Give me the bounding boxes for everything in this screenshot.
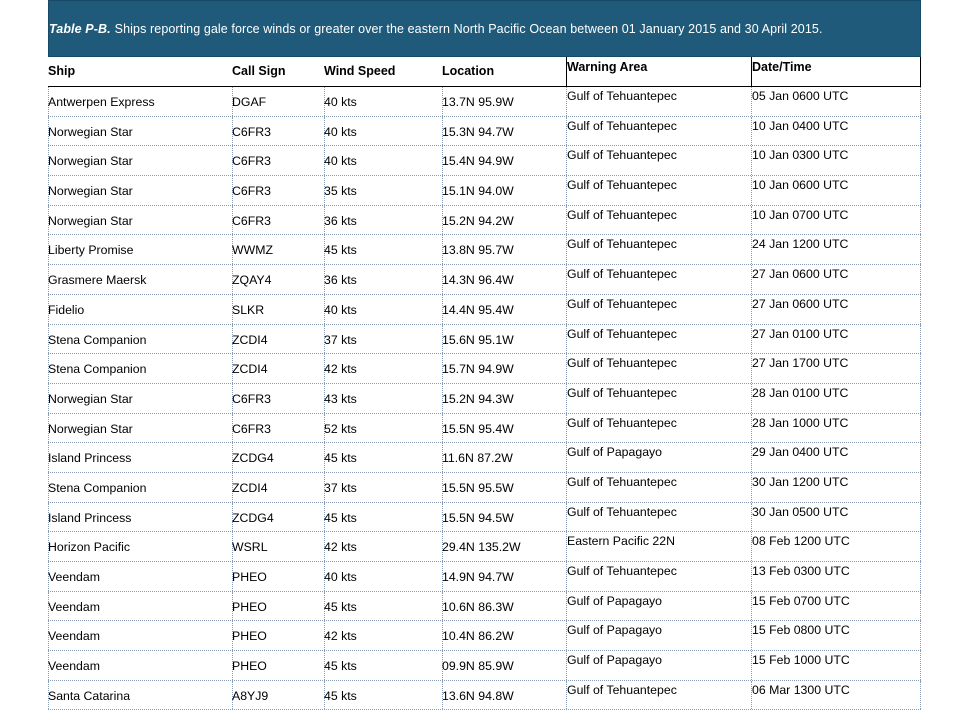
cell-location: 09.9N 85.9W — [442, 659, 514, 674]
cell-wind-speed: 37 kts — [324, 332, 357, 347]
cell-ship: Veendam — [48, 659, 100, 674]
cell-call-sign: ZCDI4 — [232, 362, 268, 377]
cell-wind-speed: 42 kts — [324, 362, 357, 377]
header-wind-speed: Wind Speed — [324, 64, 396, 78]
cell-location: 10.4N 86.2W — [442, 629, 514, 644]
column-divider — [920, 87, 921, 116]
cell-datetime: 15 Feb 0800 UTC — [752, 623, 850, 638]
cell-ship: Stena Companion — [48, 332, 147, 347]
cell-ship: Veendam — [48, 599, 100, 614]
column-divider — [920, 354, 921, 383]
column-divider — [920, 176, 921, 205]
cell-location: 15.3N 94.7W — [442, 124, 514, 139]
cell-warning-area: Gulf of Tehuantepec — [567, 148, 677, 163]
table-row — [48, 206, 921, 236]
cell-warning-area: Eastern Pacific 22N — [567, 534, 675, 549]
table-row — [48, 473, 921, 503]
cell-wind-speed: 36 kts — [324, 213, 357, 228]
cell-ship: Norwegian Star — [48, 154, 133, 169]
table-label: Table P-B. — [49, 22, 111, 36]
cell-warning-area: Gulf of Tehuantepec — [567, 89, 677, 103]
column-divider — [920, 651, 921, 680]
cell-location: 13.7N 95.9W — [442, 95, 514, 109]
column-divider — [920, 592, 921, 621]
cell-warning-area: Gulf of Tehuantepec — [567, 118, 677, 133]
cell-datetime: 27 Jan 0600 UTC — [752, 296, 849, 311]
cell-warning-area: Gulf of Tehuantepec — [567, 415, 677, 430]
cell-call-sign: ZCDG4 — [232, 451, 274, 466]
cell-call-sign: A8YJ9 — [232, 688, 269, 703]
cell-wind-speed: 35 kts — [324, 184, 357, 199]
cell-call-sign: C6FR3 — [232, 213, 271, 228]
cell-datetime: 10 Jan 0700 UTC — [752, 207, 849, 222]
cell-warning-area: Gulf of Papagayo — [567, 623, 663, 638]
cell-datetime: 30 Jan 0500 UTC — [752, 504, 849, 519]
cell-wind-speed: 45 kts — [324, 243, 357, 258]
cell-warning-area: Gulf of Tehuantepec — [567, 267, 677, 282]
cell-ship: Veendam — [48, 629, 100, 644]
table-row — [48, 384, 921, 414]
cell-call-sign: C6FR3 — [232, 421, 271, 436]
cell-datetime: 27 Jan 0100 UTC — [752, 326, 849, 341]
cell-call-sign: ZCDI4 — [232, 332, 268, 347]
table-row — [48, 325, 921, 355]
cell-wind-speed: 52 kts — [324, 421, 357, 436]
cell-call-sign: PHEO — [232, 570, 267, 584]
table-row — [48, 592, 921, 622]
cell-datetime: 28 Jan 0100 UTC — [752, 385, 849, 400]
cell-wind-speed: 45 kts — [324, 688, 357, 703]
cell-wind-speed: 42 kts — [324, 629, 357, 644]
cell-datetime: 13 Feb 0300 UTC — [752, 564, 850, 578]
cell-call-sign: PHEO — [232, 599, 267, 614]
cell-wind-speed: 45 kts — [324, 451, 357, 466]
cell-call-sign: ZCDG4 — [232, 510, 274, 525]
cell-wind-speed: 40 kts — [324, 570, 357, 584]
cell-warning-area: Gulf of Papagayo — [567, 593, 663, 608]
header-divider — [920, 57, 921, 86]
column-divider — [920, 414, 921, 443]
column-divider — [920, 473, 921, 502]
column-divider — [920, 295, 921, 324]
cell-datetime: 15 Feb 1000 UTC — [752, 653, 850, 668]
header-divider — [751, 57, 752, 86]
table-row — [48, 532, 921, 562]
table-caption-banner — [48, 0, 921, 57]
cell-call-sign: PHEO — [232, 659, 267, 674]
table-caption — [49, 22, 823, 36]
cell-call-sign: WWMZ — [232, 243, 273, 258]
cell-datetime: 29 Jan 0400 UTC — [752, 445, 849, 460]
cell-ship: Norwegian Star — [48, 421, 133, 436]
table-row — [48, 414, 921, 444]
cell-call-sign: ZCDI4 — [232, 480, 268, 495]
cell-location: 15.7N 94.9W — [442, 362, 514, 377]
cell-warning-area: Gulf of Papagayo — [567, 653, 663, 668]
cell-location: 14.4N 95.4W — [442, 302, 514, 317]
cell-ship: Island Princess — [48, 451, 132, 466]
cell-ship: Antwerpen Express — [48, 95, 155, 109]
table-body — [48, 87, 921, 710]
cell-call-sign: C6FR3 — [232, 124, 271, 139]
cell-ship: Stena Companion — [48, 480, 147, 495]
column-divider — [920, 681, 921, 710]
cell-warning-area: Gulf of Tehuantepec — [567, 682, 677, 697]
cell-datetime: 08 Feb 1200 UTC — [752, 534, 850, 549]
column-divider — [920, 503, 921, 532]
cell-ship: Island Princess — [48, 510, 132, 525]
cell-location: 15.5N 95.5W — [442, 480, 514, 495]
column-divider — [920, 443, 921, 472]
table-row — [48, 562, 921, 592]
cell-location: 15.5N 95.4W — [442, 421, 514, 436]
cell-location: 15.2N 94.3W — [442, 391, 514, 406]
cell-warning-area: Gulf of Tehuantepec — [567, 474, 677, 489]
cell-ship: Fidelio — [48, 302, 85, 317]
cell-location: 15.2N 94.2W — [442, 213, 514, 228]
table-header-row — [48, 57, 921, 87]
cell-call-sign: C6FR3 — [232, 391, 271, 406]
cell-location: 15.6N 95.1W — [442, 332, 514, 347]
cell-wind-speed: 40 kts — [324, 154, 357, 169]
table-row — [48, 443, 921, 473]
cell-ship: Stena Companion — [48, 362, 147, 377]
cell-wind-speed: 43 kts — [324, 391, 357, 406]
cell-location: 15.5N 94.5W — [442, 510, 514, 525]
cell-location: 11.6N 87.2W — [442, 451, 513, 466]
cell-location: 10.6N 86.3W — [442, 599, 514, 614]
cell-call-sign: DGAF — [232, 95, 267, 109]
cell-warning-area: Gulf of Tehuantepec — [567, 237, 677, 252]
cell-call-sign: ZQAY4 — [232, 273, 272, 288]
cell-wind-speed: 40 kts — [324, 95, 357, 109]
cell-wind-speed: 40 kts — [324, 124, 357, 139]
cell-wind-speed: 45 kts — [324, 659, 357, 674]
column-divider — [920, 265, 921, 294]
cell-datetime: 10 Jan 0600 UTC — [752, 178, 849, 193]
column-divider — [920, 117, 921, 146]
cell-warning-area: Gulf of Tehuantepec — [567, 178, 677, 193]
cell-warning-area: Gulf of Tehuantepec — [567, 504, 677, 519]
cell-datetime: 24 Jan 1200 UTC — [752, 237, 849, 252]
table-row — [48, 176, 921, 206]
cell-wind-speed: 36 kts — [324, 273, 357, 288]
cell-call-sign: WSRL — [232, 540, 268, 555]
cell-warning-area: Gulf of Tehuantepec — [567, 296, 677, 311]
table-row — [48, 354, 921, 384]
column-divider — [920, 325, 921, 354]
cell-call-sign: PHEO — [232, 629, 267, 644]
table-row — [48, 265, 921, 295]
column-divider — [920, 235, 921, 264]
cell-ship: Liberty Promise — [48, 243, 134, 258]
cell-ship: Grasmere Maersk — [48, 273, 147, 288]
cell-ship: Norwegian Star — [48, 184, 133, 199]
cell-location: 15.1N 94.0W — [442, 184, 514, 199]
cell-ship: Norwegian Star — [48, 124, 133, 139]
cell-datetime: 05 Jan 0600 UTC — [752, 89, 849, 103]
header-call-sign: Call Sign — [232, 64, 286, 78]
cell-datetime: 27 Jan 1700 UTC — [752, 356, 849, 371]
cell-datetime: 06 Mar 1300 UTC — [752, 682, 850, 697]
column-divider — [920, 146, 921, 175]
cell-ship: Santa Catarina — [48, 688, 131, 703]
table-row — [48, 87, 921, 117]
table-row — [48, 117, 921, 147]
header-location: Location — [442, 64, 495, 78]
cell-warning-area: Gulf of Tehuantepec — [567, 207, 677, 222]
cell-location: 15.4N 94.9W — [442, 154, 514, 169]
ship-reports-table — [48, 57, 921, 710]
cell-wind-speed: 42 kts — [324, 540, 357, 555]
table-row — [48, 621, 921, 651]
cell-datetime: 10 Jan 0400 UTC — [752, 118, 849, 133]
cell-ship: Norwegian Star — [48, 213, 133, 228]
cell-datetime: 28 Jan 1000 UTC — [752, 415, 849, 430]
table-row — [48, 146, 921, 176]
cell-call-sign: SLKR — [232, 302, 265, 317]
cell-warning-area: Gulf of Tehuantepec — [567, 326, 677, 341]
cell-wind-speed: 45 kts — [324, 510, 357, 525]
table-caption-text: Ships reporting gale force winds or greater over the eastern North Pacific Ocean between 01 January 2015 and 30 April 2015. — [114, 22, 823, 36]
column-divider — [920, 384, 921, 413]
table-row — [48, 295, 921, 325]
column-divider — [920, 562, 921, 591]
cell-ship: Norwegian Star — [48, 391, 133, 406]
cell-location: 13.6N 94.8W — [442, 688, 514, 703]
header-warning-area: Warning Area — [567, 60, 648, 74]
table-row — [48, 681, 921, 711]
table-row — [48, 503, 921, 533]
header-datetime: Date/Time — [752, 60, 812, 74]
cell-location: 14.9N 94.7W — [442, 570, 514, 584]
cell-ship: Veendam — [48, 570, 100, 584]
cell-wind-speed: 37 kts — [324, 480, 357, 495]
header-ship: Ship — [48, 64, 76, 78]
cell-call-sign: C6FR3 — [232, 154, 271, 169]
cell-location: 13.8N 95.7W — [442, 243, 514, 258]
cell-datetime: 30 Jan 1200 UTC — [752, 474, 849, 489]
cell-warning-area: Gulf of Papagayo — [567, 445, 663, 460]
cell-warning-area: Gulf of Tehuantepec — [567, 356, 677, 371]
table-row — [48, 651, 921, 681]
cell-location: 14.3N 96.4W — [442, 273, 514, 288]
header-divider — [566, 57, 567, 86]
cell-ship: Horizon Pacific — [48, 540, 131, 555]
cell-wind-speed: 45 kts — [324, 599, 357, 614]
table-row — [48, 235, 921, 265]
cell-datetime: 10 Jan 0300 UTC — [752, 148, 849, 163]
cell-datetime: 15 Feb 0700 UTC — [752, 593, 850, 608]
cell-warning-area: Gulf of Tehuantepec — [567, 385, 677, 400]
column-divider — [920, 206, 921, 235]
cell-wind-speed: 40 kts — [324, 302, 357, 317]
cell-warning-area: Gulf of Tehuantepec — [567, 564, 677, 578]
cell-location: 29.4N 135.2W — [442, 540, 521, 555]
column-divider — [920, 621, 921, 650]
cell-call-sign: C6FR3 — [232, 184, 271, 199]
cell-datetime: 27 Jan 0600 UTC — [752, 267, 849, 282]
column-divider — [920, 532, 921, 561]
